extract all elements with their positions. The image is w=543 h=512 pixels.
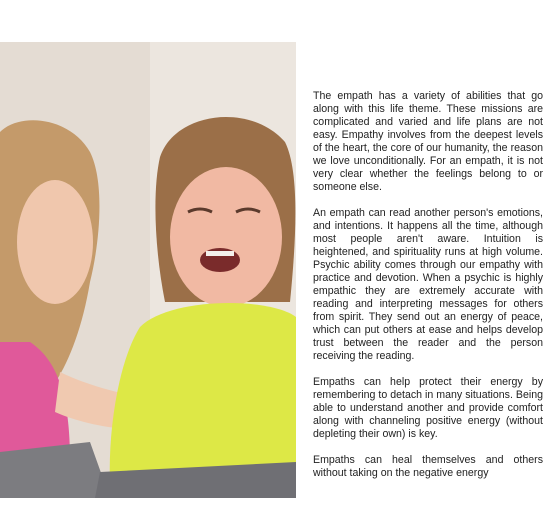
- paragraph: An empath can read another person's emotions, and intentions. It happens all the time, although most people aren't aware. Intuition is heightened, and spirituality runs at high volume. Psychic ability comes through our empathy with practice and devotion. When a psychic is highly empathic they are extremely accurate with reading and interpreting messages for others from spirit. They send out an energy of peace, which can put others at ease and helps develop trust between the reader and the person receiving the reading.: [313, 207, 543, 362]
- paragraph: The empath has a variety of abilities that go along with this life theme. These missions are complicated and varied and life plans are not easy. Empathy involves from the deepest levels of the heart, the core of our humanity, the reason we love unconditionally. For an empath, it is not very clear whether the feelings belong to or someone else.: [313, 90, 543, 193]
- article-photo: [0, 42, 296, 498]
- paragraph: Empaths can heal themselves and others without taking on the negative energy: [313, 454, 543, 479]
- article-body: [313, 90, 543, 493]
- paragraph: Empaths can help protect their energy by remembering to detach in many situations. Being able to understand another and provide comfort along with channeling positive energy (without depleting their own) is key.: [313, 376, 543, 440]
